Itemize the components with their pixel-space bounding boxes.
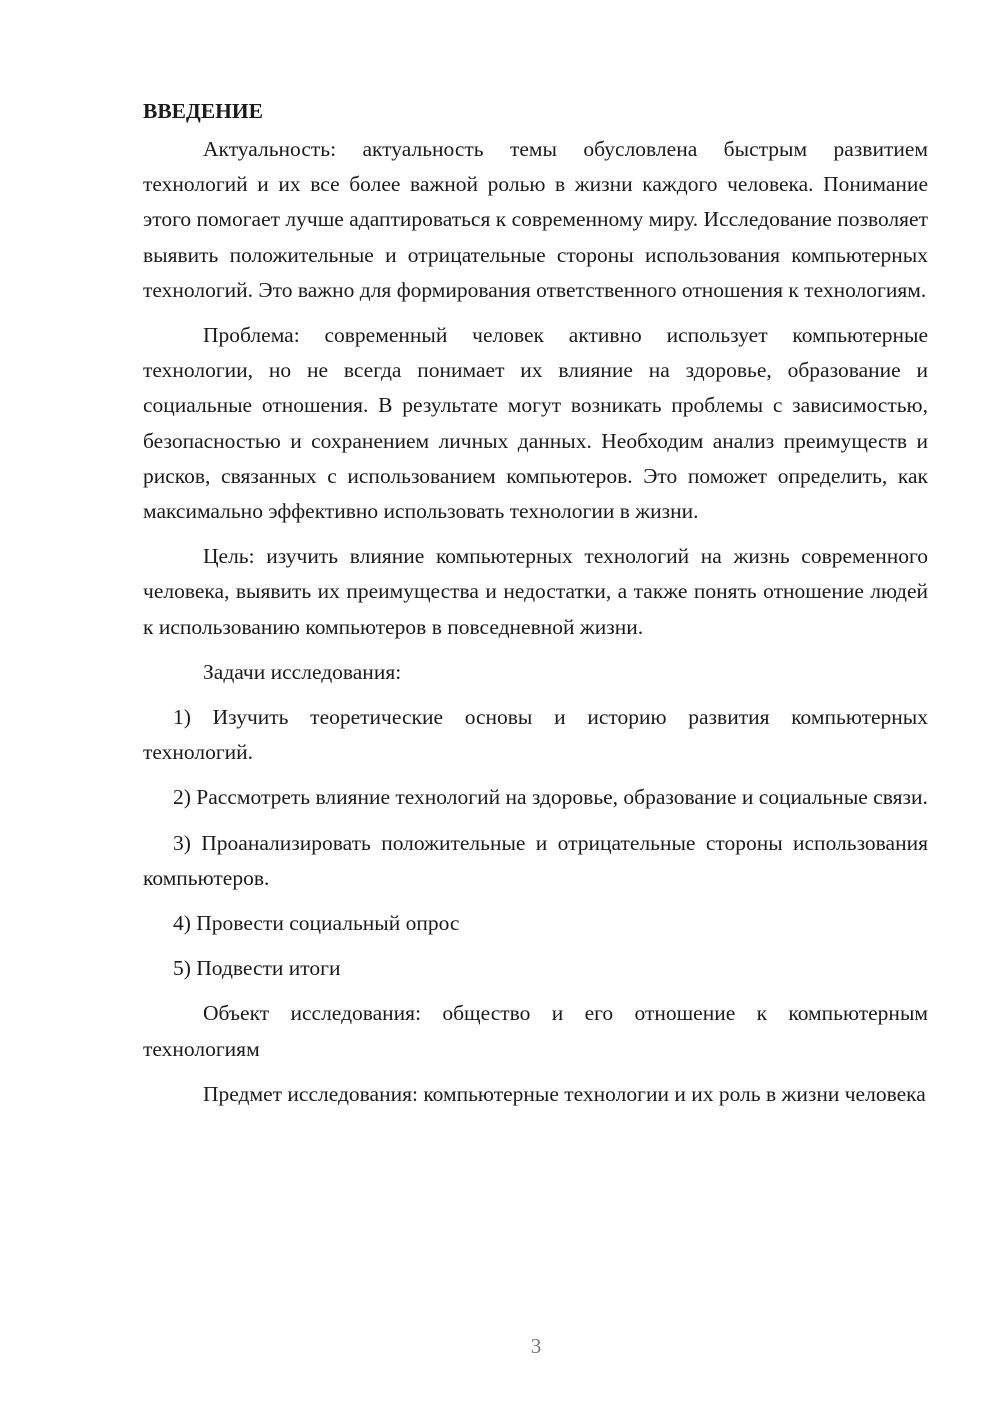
- paragraph-subject: Предмет исследования: компьютерные технологии и их роль в жизни человека: [203, 1081, 926, 1106]
- document-body: [143, 96, 928, 1112]
- section-title: ВВЕДЕНИЕ: [143, 99, 263, 123]
- paragraph-problem: Проблема: современный человек активно использует компьютерные технологии, но не всегда понимает их влияние на здоровье, образование и социальные отношения. В результате могут возникать проблемы с зависимостью, безопасностью и сохранением личных данных. Необходим анализ преимуществ и рисков, связанных с использованием компьютеров. Это поможет определить, как максимально эффективно использовать технологии в жизни.: [143, 323, 928, 524]
- page-number: 3: [530, 1334, 542, 1358]
- task-item-5: 5) Подвести итоги: [173, 956, 341, 981]
- paragraph-object: Объект исследования: общество и его отношение к компьютерным технологиям: [143, 1001, 928, 1061]
- task-item-4: 4) Провести социальный опрос: [173, 911, 460, 936]
- task-item-1: 1) Изучить теоретические основы и историю развития компьютерных технологий.: [143, 705, 928, 765]
- paragraph-goal: Цель: изучить влияние компьютерных технологий на жизнь современного человека, выявить их преимущества и недостатки, а также понять отношение людей к использованию компьютеров в повседневной жизни.: [143, 544, 928, 639]
- task-item-3: 3) Проанализировать положительные и отрицательные стороны использования компьютеров.: [143, 830, 928, 890]
- task-item-2: 2) Рассмотреть влияние технологий на здоровье, образование и социальные связи.: [173, 785, 928, 810]
- tasks-heading: Задачи исследования:: [203, 659, 402, 684]
- paragraph-relevance: Актуальность: актуальность темы обусловлена быстрым развитием технологий и их все более важной ролью в жизни каждого человека. Понимание этого помогает лучше адаптироваться к современному миру. Исследование позволяет выявить положительные и отрицательные стороны использования компьютерных технологий. Это важно для формирования ответственного отношения к технологиям.: [143, 137, 928, 302]
